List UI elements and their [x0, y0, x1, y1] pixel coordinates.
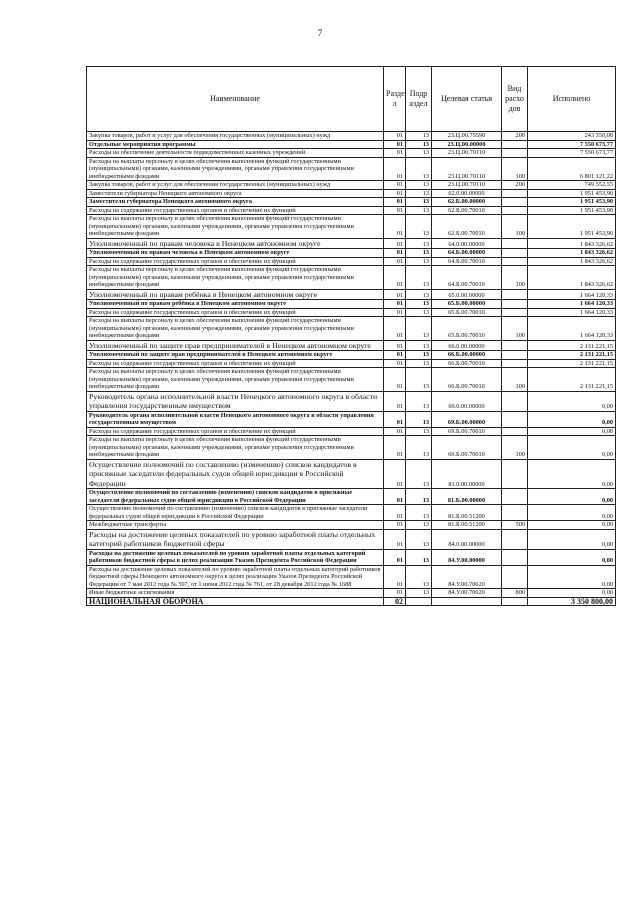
page-number: 7 — [317, 28, 323, 38]
table-row — [87, 266, 616, 290]
row-target: 62.Б.00.70010 — [432, 215, 502, 239]
row-executed: 7 550 673,77 — [528, 149, 616, 158]
row-section: 01 — [384, 198, 406, 207]
row-expense-type — [502, 257, 528, 266]
row-name: Заместители губернатора Ненецкого автономного округа — [87, 189, 384, 198]
row-name: Уполномоченный по правам человека в Ненецком автономном округе — [87, 238, 384, 249]
row-section: 01 — [384, 157, 406, 181]
row-section: 01 — [384, 206, 406, 215]
row-section: 01 — [384, 149, 406, 158]
row-target: 64.0.00.00000 — [432, 238, 502, 249]
row-section: 01 — [384, 308, 406, 317]
row-executed: 0,00 — [528, 565, 616, 589]
row-section: 01 — [384, 340, 406, 351]
row-name: Заместители губернатора Ненецкого автономного округа — [87, 198, 384, 207]
table-row — [87, 157, 616, 181]
row-subsection: 13 — [406, 289, 432, 300]
row-section: 01 — [384, 140, 406, 149]
row-subsection: 13 — [406, 181, 432, 190]
row-executed: 7 550 673,77 — [528, 140, 616, 149]
table-row — [87, 411, 616, 427]
row-subsection: 13 — [406, 266, 432, 290]
row-executed: 0,00 — [528, 489, 616, 505]
row-section: 01 — [384, 427, 406, 436]
row-section: 01 — [384, 459, 406, 489]
row-executed: 243 350,00 — [528, 132, 616, 141]
row-target — [432, 597, 502, 606]
row-target: 84.0.00.00000 — [432, 529, 502, 549]
row-expense-type — [502, 391, 528, 411]
row-subsection: 13 — [406, 459, 432, 489]
row-target: 23.Ц.00.70110 — [432, 157, 502, 181]
header-subsection: Подр аздел — [406, 67, 432, 132]
row-name: Расходы на обеспечение деятельности подведомственных казенных учреждений — [87, 149, 384, 158]
row-expense-type — [502, 351, 528, 360]
row-executed: 0,00 — [528, 391, 616, 411]
row-expense-type — [502, 198, 528, 207]
row-expense-type: 800 — [502, 589, 528, 598]
row-section: 01 — [384, 411, 406, 427]
row-target: 66.Б.00.00000 — [432, 351, 502, 360]
row-section: 01 — [384, 368, 406, 392]
row-executed: 0,00 — [528, 459, 616, 489]
row-section: 01 — [384, 317, 406, 341]
table-row — [87, 308, 616, 317]
row-subsection: 13 — [406, 521, 432, 530]
table-row — [87, 351, 616, 360]
table-row — [87, 368, 616, 392]
row-executed: 2 131 221,15 — [528, 368, 616, 392]
row-target: 69.0.00.00000 — [432, 391, 502, 411]
row-executed: 0,00 — [528, 549, 616, 565]
table-row — [87, 489, 616, 505]
table-header-row — [87, 67, 616, 132]
row-executed: 1 843 326,62 — [528, 249, 616, 258]
row-expense-type — [502, 565, 528, 589]
row-section: 01 — [384, 238, 406, 249]
row-name: Осуществление полномочий по составлению (изменению) списков кандидатов в присяжные заседатели федеральных судов общей юрисдикции в Российской Федерации — [87, 489, 384, 505]
row-target: 23.Ц.00.70110 — [432, 181, 502, 190]
row-name: Расходы на выплаты персоналу в целях обеспечения выполнения функций государственными (муниципальными) органами, казенными учреждениями, органами управления государственными внебюджетными фондами — [87, 157, 384, 181]
row-name: Руководитель органа исполнительной власти Ненецкого автономного округа в области управления государственным имуществом — [87, 391, 384, 411]
row-executed: 749 552,55 — [528, 181, 616, 190]
row-name: Расходы на достижение целевых показателей по уровню заработной платы отдельных категорий работников бюджетной сферы Ненецкого автономного округа в целях реализации Указов Президента Российской Федерации от 7 мая 2012 года № 597, от 1 июня 2012 года № 761, от 28 декабря 2012 года № 1688 — [87, 565, 384, 589]
row-name: Расходы на содержание государственных органов и обеспечение их функций — [87, 308, 384, 317]
row-name: Отдельные мероприятия программы — [87, 140, 384, 149]
row-expense-type — [502, 249, 528, 258]
row-subsection: 13 — [406, 198, 432, 207]
row-expense-type — [502, 459, 528, 489]
row-executed: 1 664 120,33 — [528, 300, 616, 309]
header-target: Целевая статья — [432, 67, 502, 132]
row-expense-type: 100 — [502, 266, 528, 290]
row-expense-type — [502, 489, 528, 505]
table-row — [87, 206, 616, 215]
row-executed: 1 843 326,62 — [528, 257, 616, 266]
row-expense-type — [502, 300, 528, 309]
row-expense-type — [502, 529, 528, 549]
row-name: Уполномоченный по защите прав предпринимателей в Ненецком автономном округе — [87, 351, 384, 360]
row-expense-type: 100 — [502, 436, 528, 460]
table-row — [87, 427, 616, 436]
row-section: 01 — [384, 257, 406, 266]
row-name: Осуществление полномочий по составлению (изменению) списков кандидатов в присяжные заседатели федеральных судов общей юрисдикции в Российской Федерации — [87, 459, 384, 489]
row-target: 62.Б.00.00000 — [432, 198, 502, 207]
row-section: 01 — [384, 215, 406, 239]
row-expense-type: 500 — [502, 521, 528, 530]
table-row — [87, 317, 616, 341]
row-section: 02 — [384, 597, 406, 606]
row-subsection: 13 — [406, 505, 432, 521]
row-executed: 2 131 221,15 — [528, 351, 616, 360]
row-target: 69.Б.00.70010 — [432, 436, 502, 460]
table-row — [87, 597, 616, 606]
row-subsection: 13 — [406, 351, 432, 360]
row-executed: 1 664 120,33 — [528, 317, 616, 341]
row-subsection: 13 — [406, 300, 432, 309]
row-subsection: 13 — [406, 140, 432, 149]
row-name: Расходы на содержание государственных органов и обеспечение их функций — [87, 257, 384, 266]
row-subsection: 13 — [406, 529, 432, 549]
row-name: Уполномоченный по защите прав предпринимателей в Ненецком автономном округе — [87, 340, 384, 351]
row-executed: 0,00 — [528, 427, 616, 436]
row-subsection: 13 — [406, 238, 432, 249]
row-target: 65.Б.00.00000 — [432, 300, 502, 309]
row-expense-type — [502, 549, 528, 565]
row-name: Расходы на содержание государственных органов и обеспечение их функций — [87, 206, 384, 215]
row-section: 01 — [384, 589, 406, 598]
row-subsection: 13 — [406, 206, 432, 215]
row-subsection: 13 — [406, 359, 432, 368]
row-name: Расходы на достижение целевых показателей по уровню заработной платы отдельных категорий работников бюджетной сферы — [87, 529, 384, 549]
row-expense-type — [502, 140, 528, 149]
header-section: Разде л — [384, 67, 406, 132]
row-section: 01 — [384, 436, 406, 460]
row-executed: 1 951 453,90 — [528, 215, 616, 239]
row-subsection: 13 — [406, 308, 432, 317]
row-target: 64.Б.00.00000 — [432, 249, 502, 258]
row-name: Межбюджетные трансферты — [87, 521, 384, 530]
row-executed: 0,00 — [528, 529, 616, 549]
row-target: 81.Б.00.51200 — [432, 521, 502, 530]
row-name: Расходы на выплаты персоналу в целях обеспечения выполнения функций государственными (муниципальными) органами, казенными учреждениями, органами управления государственными внебюджетными фондами — [87, 317, 384, 341]
row-section: 01 — [384, 391, 406, 411]
table-row — [87, 300, 616, 309]
row-subsection: 13 — [406, 411, 432, 427]
row-executed: 3 350 800,00 — [528, 597, 616, 606]
row-target: 66.Б.00.70010 — [432, 359, 502, 368]
row-executed: 0,00 — [528, 411, 616, 427]
row-section: 01 — [384, 529, 406, 549]
row-name: Закупка товаров, работ и услуг для обеспечения государственных (муниципальных) нужд — [87, 132, 384, 141]
row-subsection: 13 — [406, 391, 432, 411]
row-executed: 0,00 — [528, 505, 616, 521]
row-expense-type: 100 — [502, 368, 528, 392]
table-row — [87, 549, 616, 565]
row-subsection: 13 — [406, 565, 432, 589]
row-expense-type: 100 — [502, 215, 528, 239]
row-expense-type: 100 — [502, 157, 528, 181]
row-section: 01 — [384, 289, 406, 300]
table-body — [87, 132, 616, 606]
row-name: Закупка товаров, работ и услуг для обеспечения государственных (муниципальных) нужд — [87, 181, 384, 190]
row-name: Расходы на содержание государственных органов и обеспечение их функций — [87, 359, 384, 368]
row-target: 84.У.00.70620 — [432, 589, 502, 598]
row-expense-type — [502, 308, 528, 317]
row-subsection: 13 — [406, 189, 432, 198]
row-name: Уполномоченный по правам человека в Ненецком автономном округе — [87, 249, 384, 258]
table-row — [87, 198, 616, 207]
row-target: 23.Ц.00.00000 — [432, 140, 502, 149]
row-section: 01 — [384, 521, 406, 530]
row-subsection: 13 — [406, 549, 432, 565]
row-executed: 0,00 — [528, 436, 616, 460]
row-executed: 2 131 221,15 — [528, 359, 616, 368]
row-executed: 0,00 — [528, 589, 616, 598]
row-expense-type — [502, 238, 528, 249]
row-executed: 6 801 121,22 — [528, 157, 616, 181]
row-subsection: 13 — [406, 489, 432, 505]
row-section: 01 — [384, 565, 406, 589]
row-section: 01 — [384, 505, 406, 521]
row-target: 65.0.00.00000 — [432, 289, 502, 300]
row-name: Иные бюджетные ассигнования — [87, 589, 384, 598]
row-section: 01 — [384, 189, 406, 198]
row-subsection: 13 — [406, 368, 432, 392]
row-expense-type — [502, 206, 528, 215]
row-name: Осуществление полномочий по составлению (изменению) списков кандидатов в присяжные заседатели федеральных судов общей юрисдикции в Российской Федерации — [87, 505, 384, 521]
row-name: Уполномоченный по правам ребёнка в Ненецком автономном округе — [87, 300, 384, 309]
budget-execution-table — [86, 66, 616, 606]
row-executed: 2 131 221,15 — [528, 340, 616, 351]
table-row — [87, 505, 616, 521]
row-section: 01 — [384, 359, 406, 368]
row-name: НАЦИОНАЛЬНАЯ ОБОРОНА — [87, 597, 384, 606]
row-expense-type — [502, 289, 528, 300]
row-executed: 1 951 453,90 — [528, 206, 616, 215]
row-section: 01 — [384, 132, 406, 141]
table-row — [87, 391, 616, 411]
row-target: 65.Б.00.70010 — [432, 317, 502, 341]
row-subsection: 13 — [406, 149, 432, 158]
table-row — [87, 140, 616, 149]
row-section: 01 — [384, 266, 406, 290]
row-subsection: 13 — [406, 249, 432, 258]
row-target: 81.Б.00.00000 — [432, 489, 502, 505]
row-target: 64.Б.00.70010 — [432, 257, 502, 266]
row-section: 01 — [384, 489, 406, 505]
table-row — [87, 340, 616, 351]
row-section: 01 — [384, 249, 406, 258]
row-subsection: 13 — [406, 317, 432, 341]
row-expense-type — [502, 189, 528, 198]
row-subsection: 13 — [406, 436, 432, 460]
row-subsection: 13 — [406, 427, 432, 436]
row-subsection: 13 — [406, 132, 432, 141]
row-name: Расходы на выплаты персоналу в целях обеспечения выполнения функций государственными (муниципальными) органами, казенными учреждениями, органами управления государственными внебюджетными фондами — [87, 436, 384, 460]
table-row — [87, 249, 616, 258]
row-target: 65.Б.00.70010 — [432, 308, 502, 317]
row-target: 81.Б.00.51200 — [432, 505, 502, 521]
row-executed: 1 843 326,62 — [528, 266, 616, 290]
row-target: 69.Б.00.70010 — [432, 427, 502, 436]
row-name: Расходы на достижение целевых показателей по уровню заработной платы отдельных категорий работников бюджетной сферы в целях реализации Указов Президента Российской Федерации — [87, 549, 384, 565]
header-name: Наименование — [87, 67, 384, 132]
table-row — [87, 459, 616, 489]
header-executed: Исполнено — [528, 67, 616, 132]
row-expense-type — [502, 411, 528, 427]
table-row — [87, 132, 616, 141]
row-expense-type: 200 — [502, 132, 528, 141]
row-target: 64.Б.00.70010 — [432, 266, 502, 290]
row-executed: 1 664 120,33 — [528, 308, 616, 317]
table-row — [87, 189, 616, 198]
row-expense-type: 200 — [502, 181, 528, 190]
row-executed: 1 951 453,90 — [528, 189, 616, 198]
table-row — [87, 359, 616, 368]
row-target: 23.Ц.00.75590 — [432, 132, 502, 141]
table-row — [87, 436, 616, 460]
table-row — [87, 589, 616, 598]
row-expense-type — [502, 597, 528, 606]
table-row — [87, 521, 616, 530]
row-executed: 0,00 — [528, 521, 616, 530]
row-target: 81.0.00.00000 — [432, 459, 502, 489]
row-target: 66.0.00.00000 — [432, 340, 502, 351]
row-name: Уполномоченный по правам ребёнка в Ненецком автономном округе — [87, 289, 384, 300]
row-name: Расходы на выплаты персоналу в целях обеспечения выполнения функций государственными (муниципальными) органами, казенными учреждениями, органами управления государственными внебюджетными фондами — [87, 266, 384, 290]
row-target: 23.Ц.00.70110 — [432, 149, 502, 158]
row-target: 69.Б.00.00000 — [432, 411, 502, 427]
row-expense-type — [502, 149, 528, 158]
table-row — [87, 289, 616, 300]
header-expense-type: Вид расхо дов — [502, 67, 528, 132]
row-expense-type — [502, 359, 528, 368]
row-target: 62.Б.00.70010 — [432, 206, 502, 215]
row-name: Расходы на содержание государственных органов и обеспечение их функций — [87, 427, 384, 436]
row-name: Расходы на выплаты персоналу в целях обеспечения выполнения функций государственными (муниципальными) органами, казенными учреждениями, органами управления государственными внебюджетными фондами — [87, 215, 384, 239]
row-executed: 1 951 453,90 — [528, 198, 616, 207]
row-name: Руководитель органа исполнительной власти Ненецкого автономного округа в области управления государственным имуществом — [87, 411, 384, 427]
table-row — [87, 149, 616, 158]
row-executed: 1 664 120,33 — [528, 289, 616, 300]
row-target: 62.0.00.00000 — [432, 189, 502, 198]
row-target: 66.Б.00.70010 — [432, 368, 502, 392]
row-target: 84.У.00.00000 — [432, 549, 502, 565]
row-target: 84.У.00.70620 — [432, 565, 502, 589]
table-row — [87, 565, 616, 589]
table-row — [87, 215, 616, 239]
row-expense-type — [502, 340, 528, 351]
row-expense-type: 100 — [502, 317, 528, 341]
table-row — [87, 181, 616, 190]
row-subsection: 13 — [406, 340, 432, 351]
row-subsection: 13 — [406, 589, 432, 598]
row-section: 01 — [384, 351, 406, 360]
table-row — [87, 238, 616, 249]
row-section: 01 — [384, 181, 406, 190]
row-section: 01 — [384, 549, 406, 565]
row-subsection: 13 — [406, 157, 432, 181]
row-subsection: 13 — [406, 257, 432, 266]
row-name: Расходы на выплаты персоналу в целях обеспечения выполнения функций государственными (муниципальными) органами, казенными учреждениями, органами управления государственными внебюджетными фондами — [87, 368, 384, 392]
row-subsection: 13 — [406, 215, 432, 239]
table-row — [87, 257, 616, 266]
row-executed: 1 843 326,62 — [528, 238, 616, 249]
row-section: 01 — [384, 300, 406, 309]
row-subsection — [406, 597, 432, 606]
row-expense-type — [502, 427, 528, 436]
row-expense-type — [502, 505, 528, 521]
table-row — [87, 529, 616, 549]
